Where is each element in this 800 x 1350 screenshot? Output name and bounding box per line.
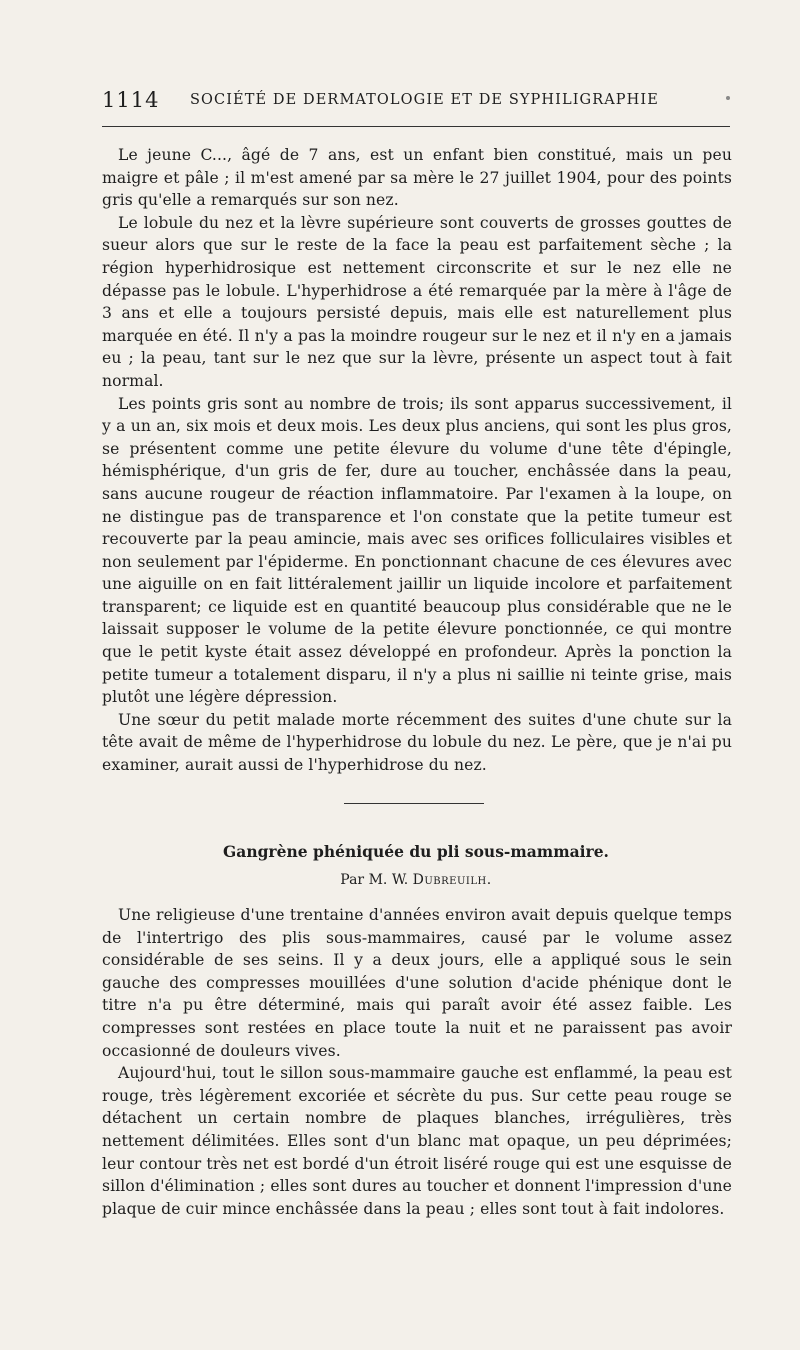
paragraph: Une sœur du petit malade morte récemment des suites d'une chute sur la tête avait de même de l'hyperhidrose du lobule du nez. Le père, que je n'ai pu examiner, aurait aussi de l'hyperhidrose du nez.	[102, 710, 732, 775]
page-header	[102, 88, 730, 118]
section-separator	[344, 803, 484, 804]
print-speck	[726, 96, 730, 100]
paragraph: Le jeune C..., âgé de 7 ans, est un enfant bien constitué, mais un peu maigre et pâle ; il m'est amené par sa mère le 27 juillet 1904, pour des points gris qu'elle a remarqués sur son nez.	[102, 146, 732, 210]
paragraph: Les points gris sont au nombre de trois; ils sont apparus successivement, il y a un an, six mois et deux mois. Les deux plus anciens, qui sont les plus gros, se présentent comme une petite élevure du volume d'une tête d'épingle, hémisphérique, d'un gris de fer, dure au toucher, enchâssée dans la peau, sans aucune rougeur de réaction inflammatoire. Par l'examen à la loupe, on ne distingue pas de transparence et l'on constate que la petite tumeur est recouverte par la peau amincie, mais avec ses orifices folliculaires visibles et non seulement par l'épiderme. En ponctionnant chacune de ces élevures avec une aiguille on en fait littéralement jaillir un liquide incolore et parfaitement transparent; ce liquide est en quantité beaucoup plus considérable que ne le laissait supposer le volume de la petite élevure ponctionnée, ce qui montre que le petit kyste était assez développé en profondeur. Après la ponction la petite tumeur a totalement disparu, il n'y a plus ni saillie ni teinte grise, mais plutôt une légère dépression.	[102, 394, 732, 707]
byline-prefix: Par M. W.	[340, 872, 413, 888]
byline-author: Dubreuilh.	[412, 872, 492, 888]
running-head: SOCIÉTÉ DE DERMATOLOGIE ET DE SYPHILIGRAPHIE	[190, 92, 659, 108]
article-body-section	[102, 904, 732, 1220]
paragraph: Une religieuse d'une trentaine d'années environ avait depuis quelque temps de l'intertrigo des plis sous-mammaires, causé par le volume assez considérable de ses seins. Il y a deux jours, elle a appliqué sous le sein gauche des compresses mouillées d'une solution d'acide phénique dont le titre n'a pu être déterminé, mais qui paraît avoir été assez faible. Les compresses sont restées en place toute la nuit et ne paraissent pas avoir occasionné de douleurs vives.	[102, 906, 732, 1060]
article-byline	[102, 872, 730, 888]
paragraph: Le lobule du nez et la lèvre supérieure sont couverts de grosses gouttes de sueur alors que sur le reste de la face la peau est parfaitement sèche ; la région hyperhidrosique est nettement circonscrite et sur le nez elle ne dépasse pas le lobule. L'hyperhidrose a été remarquée par la mère à l'âge de 3 ans et elle a toujours persisté depuis, mais elle est naturellement plus marquée en été. Il n'y a pas la moindre rougeur sur le nez et il n'y en a jamais eu ; la peau, tant sur le nez que sur la lèvre, présente un aspect tout à fait normal.	[102, 213, 732, 390]
case-report-section	[102, 144, 732, 777]
paragraph: Aujourd'hui, tout le sillon sous-mammaire gauche est enflammé, la peau est rouge, très légèrement excoriée et sécrète du pus. Sur cette peau rouge se détachent un certain nombre de plaques blanches, irrégulières, très nettement délimitées. Elles sont d'un blanc mat opaque, un peu déprimées; leur contour très net est bordé d'un étroit liséré rouge qui est une esquisse de sillon d'élimination ; elles sont dures au toucher et donnent l'impression d'une plaque de cuir mince enchâssée dans la peau ; elles sont tout à fait indolores.	[102, 1064, 732, 1218]
header-rule	[102, 126, 730, 127]
article-title: Gangrène phéniquée du pli sous-mammaire.	[223, 842, 609, 861]
page-number: 1114	[102, 88, 160, 112]
